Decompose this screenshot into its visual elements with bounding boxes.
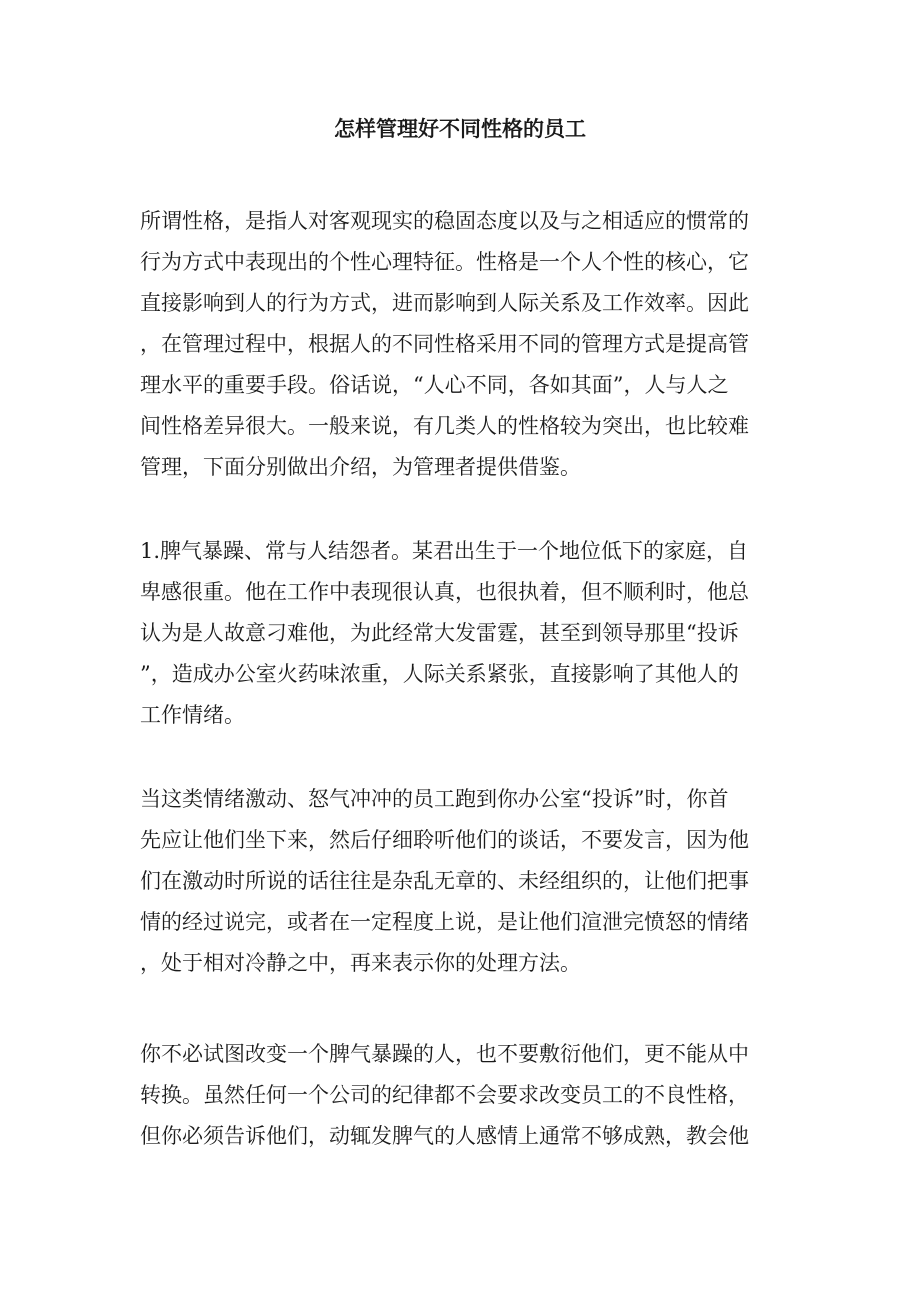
text-line: ，处于相对冷静之中，再来表示你的处理方法。 (140, 951, 581, 975)
text-line: 卑感很重。他在工作中表现很认真，也很执着，但不顺利时，他总 (140, 580, 749, 604)
document-title: 怎样管理好不同性格的员工 (334, 116, 586, 141)
text-line: 们在激动时所说的话往往是杂乱无章的、未经组织的，让他们把事 (140, 869, 749, 893)
text-line: 理水平的重要手段。俗话说，“人心不同，各如其面”，人与人之 (140, 373, 729, 397)
paragraph-do-not-change (140, 1034, 780, 1157)
text-line: ，在管理过程中，根据人的不同性格采用不同的管理方式是提高管 (140, 332, 749, 356)
text-line: 间性格差异很大。一般来说，有几类人的性格较为突出，也比较难 (140, 414, 749, 438)
text-line: 先应让他们坐下来，然后仔细聆听他们的谈话，不要发言，因为他 (140, 828, 749, 852)
text-line: 转换。虽然任何一个公司的纪律都不会要求改变员工的不良性格， (140, 1083, 749, 1107)
text-line: 情的经过说完，或者在一定程度上说，是让他们渲泄完愤怒的情绪 (140, 910, 749, 934)
text-line: 你不必试图改变一个脾气暴躁的人，也不要敷衍他们，更不能从中 (140, 1042, 749, 1066)
text-line: 工作情绪。 (140, 703, 245, 727)
text-line: 1.脾气暴躁、常与人结怨者。某君出生于一个地位低下的家庭，自 (140, 539, 749, 563)
text-line: ”，造成办公室火药味浓重，人际关系紧张，直接影响了其他人的 (140, 662, 739, 686)
text-line: 行为方式中表现出的个性心理特征。性格是一个人个性的核心，它 (140, 250, 749, 274)
text-line: 当这类情绪激动、怒气冲冲的员工跑到你办公室“投诉”时，你首 (140, 787, 729, 811)
text-line: 直接影响到人的行为方式，进而影响到人际关系及工作效率。因此 (140, 291, 749, 315)
text-line: 认为是人故意刁难他，为此经常大发雷霆，甚至到领导那里“投诉 (140, 621, 739, 645)
text-line: 所谓性格，是指人对客观现实的稳固态度以及与之相适应的惯常的 (140, 209, 749, 233)
text-line: 管理，下面分别做出介绍，为管理者提供借鉴。 (140, 455, 581, 479)
text-line: 但你必须告诉他们，动辄发脾气的人感情上通常不够成熟，教会他 (140, 1124, 749, 1148)
paragraph-intro (140, 201, 780, 488)
paragraph-complaint-handling (140, 779, 780, 984)
paragraph-hot-tempered (140, 531, 780, 736)
